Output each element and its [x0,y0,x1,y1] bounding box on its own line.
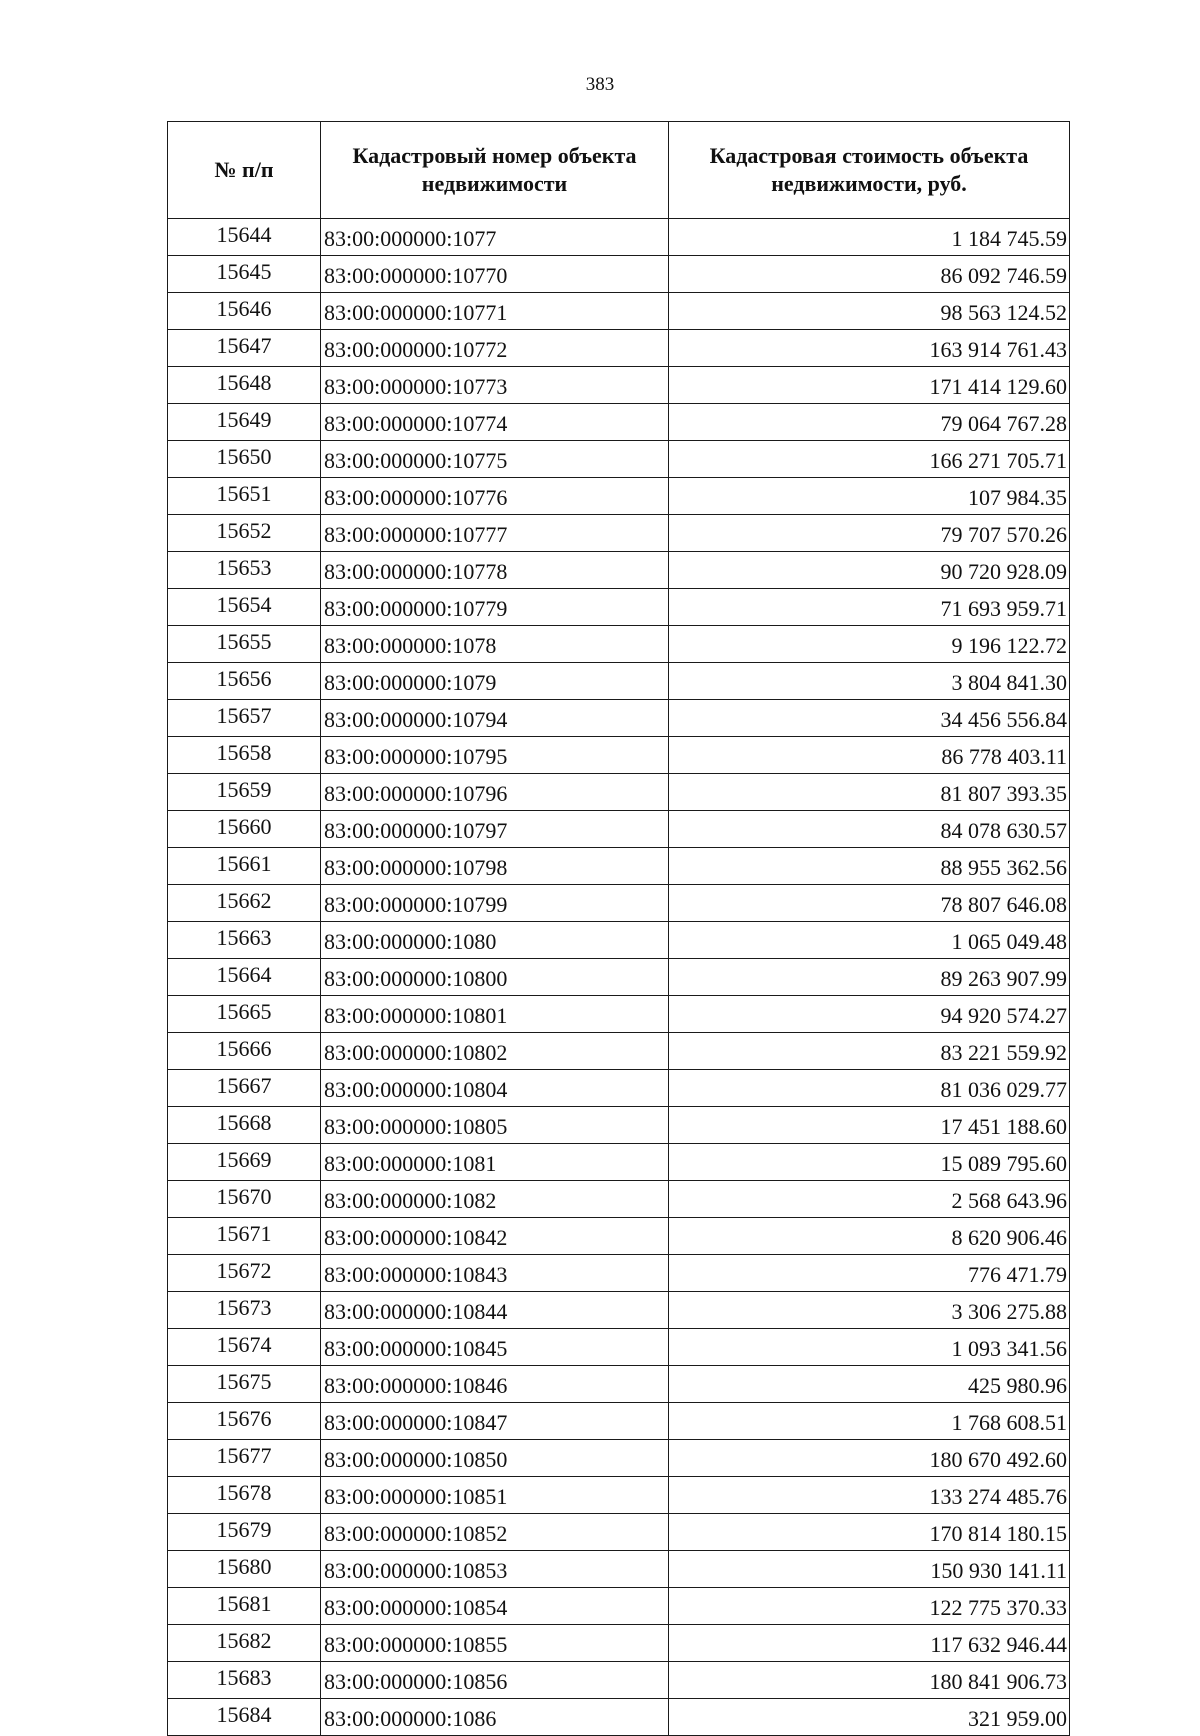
row-number-cell: 15669 [168,1144,321,1181]
row-number-cell: 15657 [168,700,321,737]
header-cadastral-value: Кадастровая стоимость объекта недвижимости, руб. [669,122,1070,219]
cadastral-number-cell: 83:00:000000:10776 [321,478,669,515]
cadastral-number-cell: 83:00:000000:10853 [321,1551,669,1588]
row-number-cell: 15656 [168,663,321,700]
cadastral-number-cell: 83:00:000000:10778 [321,552,669,589]
table-row [168,1181,1070,1218]
cadastral-value-cell: 107 984.35 [669,478,1070,515]
cadastral-number-cell: 83:00:000000:10772 [321,330,669,367]
table-row [168,330,1070,367]
cadastral-value-cell: 89 263 907.99 [669,959,1070,996]
cadastral-value-cell: 15 089 795.60 [669,1144,1070,1181]
table-header [168,122,1070,219]
table-row [168,1366,1070,1403]
cadastral-value-cell: 170 814 180.15 [669,1514,1070,1551]
cadastral-value-cell: 2 568 643.96 [669,1181,1070,1218]
table-body [168,219,1070,1736]
cadastral-number-cell: 83:00:000000:10798 [321,848,669,885]
cadastral-number-cell: 83:00:000000:1081 [321,1144,669,1181]
table-row [168,219,1070,256]
cadastral-number-cell: 83:00:000000:10851 [321,1477,669,1514]
cadastral-value-cell: 86 778 403.11 [669,737,1070,774]
table-row [168,1033,1070,1070]
cadastral-number-cell: 83:00:000000:10795 [321,737,669,774]
cadastral-value-cell: 86 092 746.59 [669,256,1070,293]
row-number-cell: 15670 [168,1181,321,1218]
row-number-cell: 15651 [168,478,321,515]
table-row [168,515,1070,552]
cadastral-value-cell: 88 955 362.56 [669,848,1070,885]
table-row [168,441,1070,478]
table-row [168,404,1070,441]
cadastral-value-cell: 78 807 646.08 [669,885,1070,922]
table-row [168,1588,1070,1625]
cadastral-number-cell: 83:00:000000:1077 [321,219,669,256]
cadastral-number-cell: 83:00:000000:10799 [321,885,669,922]
row-number-cell: 15673 [168,1292,321,1329]
row-number-cell: 15681 [168,1588,321,1625]
cadastral-number-cell: 83:00:000000:1082 [321,1181,669,1218]
table-row [168,552,1070,589]
cadastral-number-cell: 83:00:000000:10800 [321,959,669,996]
row-number-cell: 15659 [168,774,321,811]
row-number-cell: 15655 [168,626,321,663]
table-row [168,293,1070,330]
cadastral-number-cell: 83:00:000000:10855 [321,1625,669,1662]
cadastral-value-cell: 79 064 767.28 [669,404,1070,441]
row-number-cell: 15680 [168,1551,321,1588]
row-number-cell: 15666 [168,1033,321,1070]
cadastral-value-cell: 171 414 129.60 [669,367,1070,404]
table-row [168,256,1070,293]
cadastral-number-cell: 83:00:000000:10850 [321,1440,669,1477]
row-number-cell: 15660 [168,811,321,848]
cadastral-number-cell: 83:00:000000:10804 [321,1070,669,1107]
table-row [168,774,1070,811]
cadastral-value-cell: 83 221 559.92 [669,1033,1070,1070]
cadastral-number-cell: 83:00:000000:1078 [321,626,669,663]
cadastral-value-cell: 321 959.00 [669,1699,1070,1736]
row-number-cell: 15672 [168,1255,321,1292]
cadastral-number-cell: 83:00:000000:10770 [321,256,669,293]
row-number-cell: 15671 [168,1218,321,1255]
cadastral-value-cell: 81 807 393.35 [669,774,1070,811]
cadastral-value-cell: 425 980.96 [669,1366,1070,1403]
cadastral-value-cell: 122 775 370.33 [669,1588,1070,1625]
row-number-cell: 15677 [168,1440,321,1477]
row-number-cell: 15653 [168,552,321,589]
cadastral-value-cell: 79 707 570.26 [669,515,1070,552]
cadastral-value-cell: 180 841 906.73 [669,1662,1070,1699]
table-row [168,996,1070,1033]
row-number-cell: 15652 [168,515,321,552]
row-number-cell: 15663 [168,922,321,959]
table-row [168,700,1070,737]
row-number-cell: 15646 [168,293,321,330]
header-cadastral-number: Кадастровый номер объекта недвижимости [321,122,669,219]
table-row [168,1292,1070,1329]
table-row [168,589,1070,626]
cadastral-value-cell: 3 804 841.30 [669,663,1070,700]
row-number-cell: 15668 [168,1107,321,1144]
table-row [168,626,1070,663]
table-row [168,1477,1070,1514]
row-number-cell: 15678 [168,1477,321,1514]
cadastral-number-cell: 83:00:000000:10802 [321,1033,669,1070]
cadastral-value-cell: 3 306 275.88 [669,1292,1070,1329]
cadastral-number-cell: 83:00:000000:1079 [321,663,669,700]
cadastral-number-cell: 83:00:000000:10797 [321,811,669,848]
cadastral-number-cell: 83:00:000000:10845 [321,1329,669,1366]
row-number-cell: 15675 [168,1366,321,1403]
header-number: № п/п [168,122,321,219]
cadastral-value-cell: 98 563 124.52 [669,293,1070,330]
cadastral-value-cell: 163 914 761.43 [669,330,1070,367]
row-number-cell: 15667 [168,1070,321,1107]
table-row [168,1107,1070,1144]
table-row [168,367,1070,404]
cadastral-value-cell: 1 184 745.59 [669,219,1070,256]
table-row [168,1255,1070,1292]
cadastral-number-cell: 83:00:000000:10794 [321,700,669,737]
table-row [168,1699,1070,1736]
cadastral-number-cell: 83:00:000000:10801 [321,996,669,1033]
table-row [168,737,1070,774]
row-number-cell: 15665 [168,996,321,1033]
cadastral-number-cell: 83:00:000000:10774 [321,404,669,441]
cadastral-value-cell: 150 930 141.11 [669,1551,1070,1588]
cadastral-number-cell: 83:00:000000:10844 [321,1292,669,1329]
page-number: 383 [585,74,615,95]
table-row [168,478,1070,515]
cadastral-table [167,121,1070,1736]
cadastral-value-cell: 71 693 959.71 [669,589,1070,626]
cadastral-value-cell: 1 768 608.51 [669,1403,1070,1440]
row-number-cell: 15682 [168,1625,321,1662]
cadastral-number-cell: 83:00:000000:10854 [321,1588,669,1625]
row-number-cell: 15676 [168,1403,321,1440]
cadastral-number-cell: 83:00:000000:1080 [321,922,669,959]
cadastral-number-cell: 83:00:000000:10842 [321,1218,669,1255]
table-row [168,885,1070,922]
row-number-cell: 15664 [168,959,321,996]
cadastral-number-cell: 83:00:000000:10775 [321,441,669,478]
table-row [168,959,1070,996]
row-number-cell: 15647 [168,330,321,367]
cadastral-number-cell: 83:00:000000:10843 [321,1255,669,1292]
cadastral-number-cell: 83:00:000000:1086 [321,1699,669,1736]
table-row [168,1329,1070,1366]
cadastral-number-cell: 83:00:000000:10773 [321,367,669,404]
table-row [168,1070,1070,1107]
cadastral-number-cell: 83:00:000000:10796 [321,774,669,811]
row-number-cell: 15644 [168,219,321,256]
row-number-cell: 15679 [168,1514,321,1551]
row-number-cell: 15683 [168,1662,321,1699]
row-number-cell: 15662 [168,885,321,922]
cadastral-number-cell: 83:00:000000:10856 [321,1662,669,1699]
table-row [168,1514,1070,1551]
cadastral-number-cell: 83:00:000000:10771 [321,293,669,330]
table-row [168,811,1070,848]
cadastral-value-cell: 180 670 492.60 [669,1440,1070,1477]
table-row [168,1662,1070,1699]
cadastral-value-cell: 9 196 122.72 [669,626,1070,663]
cadastral-value-cell: 776 471.79 [669,1255,1070,1292]
header-row [168,122,1070,219]
cadastral-value-cell: 94 920 574.27 [669,996,1070,1033]
row-number-cell: 15649 [168,404,321,441]
cadastral-value-cell: 117 632 946.44 [669,1625,1070,1662]
row-number-cell: 15648 [168,367,321,404]
cadastral-value-cell: 34 456 556.84 [669,700,1070,737]
cadastral-value-cell: 90 720 928.09 [669,552,1070,589]
cadastral-number-cell: 83:00:000000:10805 [321,1107,669,1144]
table-row [168,1440,1070,1477]
cadastral-value-cell: 1 065 049.48 [669,922,1070,959]
table-row [168,922,1070,959]
row-number-cell: 15645 [168,256,321,293]
table-row [168,1551,1070,1588]
row-number-cell: 15658 [168,737,321,774]
cadastral-value-cell: 84 078 630.57 [669,811,1070,848]
cadastral-value-cell: 166 271 705.71 [669,441,1070,478]
row-number-cell: 15661 [168,848,321,885]
cadastral-number-cell: 83:00:000000:10779 [321,589,669,626]
table-row [168,663,1070,700]
cadastral-number-cell: 83:00:000000:10852 [321,1514,669,1551]
table-row [168,1144,1070,1181]
cadastral-value-cell: 17 451 188.60 [669,1107,1070,1144]
cadastral-number-cell: 83:00:000000:10847 [321,1403,669,1440]
table-row [168,1625,1070,1662]
row-number-cell: 15674 [168,1329,321,1366]
table-row [168,848,1070,885]
table-row [168,1403,1070,1440]
cadastral-number-cell: 83:00:000000:10777 [321,515,669,552]
cadastral-number-cell: 83:00:000000:10846 [321,1366,669,1403]
row-number-cell: 15650 [168,441,321,478]
row-number-cell: 15654 [168,589,321,626]
row-number-cell: 15684 [168,1699,321,1736]
cadastral-value-cell: 1 093 341.56 [669,1329,1070,1366]
table-row [168,1218,1070,1255]
cadastral-value-cell: 133 274 485.76 [669,1477,1070,1514]
cadastral-value-cell: 81 036 029.77 [669,1070,1070,1107]
cadastral-value-cell: 8 620 906.46 [669,1218,1070,1255]
